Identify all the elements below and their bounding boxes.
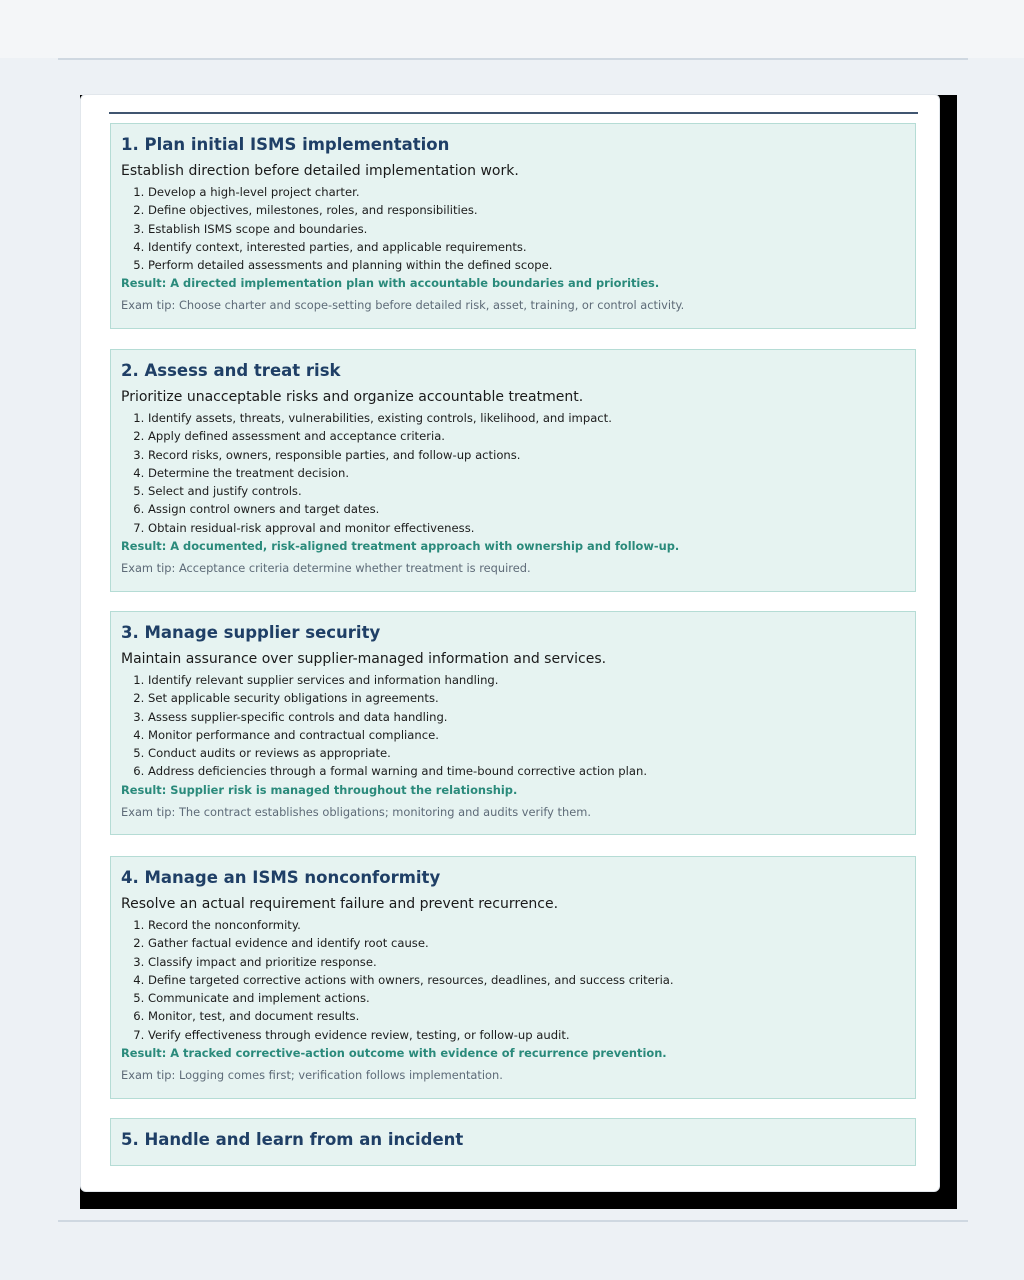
step-item: 5. Communicate and implement actions.	[148, 989, 905, 1007]
top-divider	[58, 58, 968, 60]
top-band	[0, 0, 1024, 58]
exam-tip: Exam tip: The contract establishes obligations; monitoring and audits verify them.	[121, 804, 591, 819]
step-item: 1. Develop a high-level project charter.	[148, 183, 905, 201]
step-item: 1. Identify assets, threats, vulnerabilities, existing controls, likelihood, and impact.	[148, 409, 905, 427]
section-card-plan-isms	[110, 123, 916, 329]
section-title: 2. Assess and treat risk	[121, 361, 341, 380]
section-result: Result: A tracked corrective-action outcome with evidence of recurrence prevention.	[121, 1046, 667, 1061]
section-card-risk	[110, 349, 916, 592]
step-item: 4. Determine the treatment decision.	[148, 464, 905, 482]
step-item: 1. Record the nonconformity.	[148, 916, 905, 934]
steps-list	[121, 183, 905, 274]
step-item: 3. Classify impact and prioritize response.	[148, 953, 905, 971]
section-title: 5. Handle and learn from an incident	[121, 1130, 464, 1149]
step-item: 2. Gather factual evidence and identify root cause.	[148, 934, 905, 952]
section-result: Result: A directed implementation plan with accountable boundaries and priorities.	[121, 276, 660, 291]
step-item: 7. Obtain residual-risk approval and monitor effectiveness.	[148, 519, 905, 537]
steps-list	[121, 916, 905, 1044]
section-intro: Maintain assurance over supplier-managed information and services.	[121, 651, 607, 667]
exam-tip: Exam tip: Logging comes first; verification follows implementation.	[121, 1068, 503, 1083]
step-item: 2. Set applicable security obligations in agreements.	[148, 689, 905, 707]
page-header-rule	[109, 112, 918, 114]
bottom-divider	[58, 1220, 968, 1222]
step-item: 7. Verify effectiveness through evidence review, testing, or follow-up audit.	[148, 1026, 905, 1044]
section-intro: Resolve an actual requirement failure and prevent recurrence.	[121, 896, 559, 912]
section-intro: Prioritize unacceptable risks and organize accountable treatment.	[121, 389, 584, 405]
steps-list	[121, 671, 905, 781]
step-item: 6. Assign control owners and target dates.	[148, 500, 905, 518]
steps-list	[121, 409, 905, 537]
step-item: 4. Identify context, interested parties, and applicable requirements.	[148, 238, 905, 256]
section-result: Result: A documented, risk-aligned treatment approach with ownership and follow-up.	[121, 539, 680, 554]
section-result: Result: Supplier risk is managed throughout the relationship.	[121, 782, 518, 797]
section-intro: Establish direction before detailed implementation work.	[121, 163, 519, 179]
step-item: 4. Define targeted corrective actions with owners, resources, deadlines, and success criteria.	[148, 971, 905, 989]
section-title: 3. Manage supplier security	[121, 623, 381, 642]
step-item: 4. Monitor performance and contractual compliance.	[148, 726, 905, 744]
exam-tip: Exam tip: Choose charter and scope-setting before detailed risk, asset, training, or control activity.	[121, 298, 685, 313]
step-item: 1. Identify relevant supplier services and information handling.	[148, 671, 905, 689]
step-item: 5. Conduct audits or reviews as appropriate.	[148, 744, 905, 762]
step-item: 2. Define objectives, milestones, roles, and responsibilities.	[148, 201, 905, 219]
step-item: 5. Select and justify controls.	[148, 482, 905, 500]
document-page	[80, 94, 940, 1192]
section-title: 4. Manage an ISMS nonconformity	[121, 868, 441, 887]
step-item: 3. Establish ISMS scope and boundaries.	[148, 220, 905, 238]
step-item: 2. Apply defined assessment and acceptance criteria.	[148, 427, 905, 445]
exam-tip: Exam tip: Acceptance criteria determine whether treatment is required.	[121, 561, 531, 576]
step-item: 3. Record risks, owners, responsible parties, and follow-up actions.	[148, 446, 905, 464]
section-card-nonconformity	[110, 856, 916, 1099]
step-item: 6. Monitor, test, and document results.	[148, 1007, 905, 1025]
section-card-incident	[110, 1118, 916, 1166]
section-card-supplier	[110, 611, 916, 835]
step-item: 6. Address deficiencies through a formal warning and time-bound corrective action plan.	[148, 762, 905, 780]
step-item: 5. Perform detailed assessments and planning within the defined scope.	[148, 256, 905, 274]
section-title: 1. Plan initial ISMS implementation	[121, 135, 450, 154]
step-item: 3. Assess supplier-specific controls and data handling.	[148, 708, 905, 726]
